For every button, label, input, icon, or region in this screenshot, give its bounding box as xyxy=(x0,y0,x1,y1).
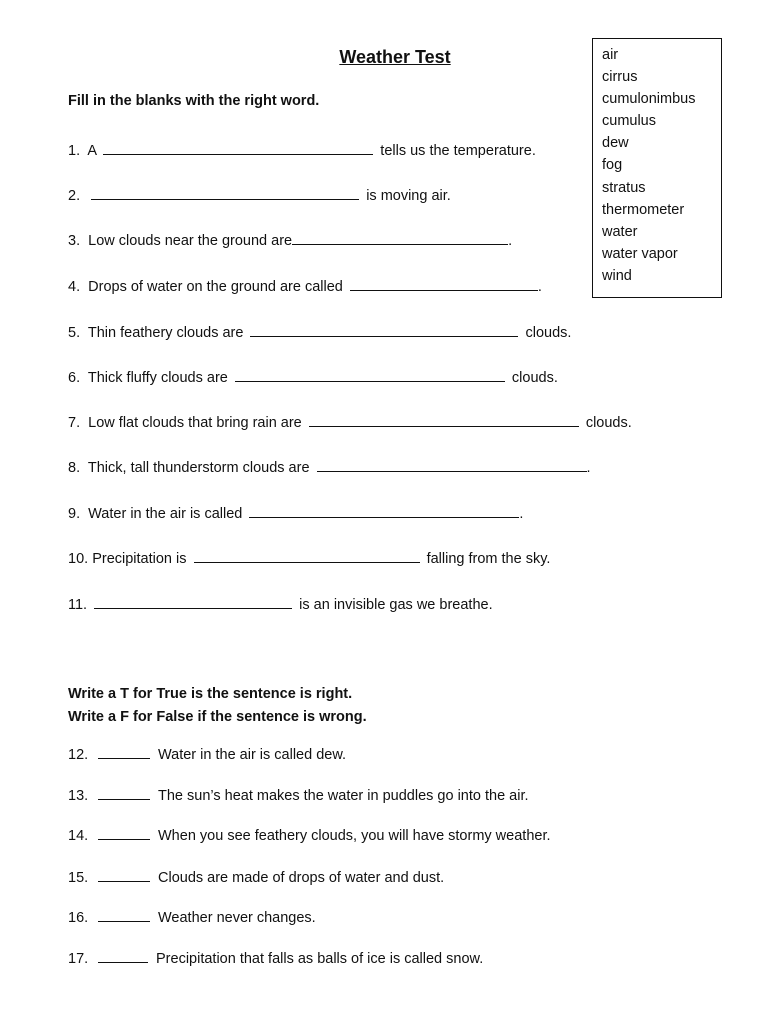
answer-blank[interactable] xyxy=(309,414,579,427)
word-bank-item: cumulonimbus xyxy=(602,91,696,108)
word-bank xyxy=(592,38,722,298)
answer-blank[interactable] xyxy=(103,142,373,155)
question-9: 9. Water in the air is called . xyxy=(68,506,524,522)
answer-blank[interactable] xyxy=(292,232,508,245)
answer-blank[interactable] xyxy=(98,827,150,840)
page-title: Weather Test xyxy=(339,47,451,67)
answer-blank[interactable] xyxy=(235,369,505,382)
question-15: 15. Clouds are made of drops of water and dust. xyxy=(68,870,445,886)
answer-blank[interactable] xyxy=(350,278,538,291)
question-14: 14. When you see feathery clouds, you will have stormy weather. xyxy=(68,828,551,844)
answer-blank[interactable] xyxy=(317,459,587,472)
question-12: 12. Water in the air is called dew. xyxy=(68,747,347,763)
question-4: 4. Drops of water on the ground are called . xyxy=(68,279,542,295)
answer-blank[interactable] xyxy=(250,324,518,337)
question-17: 17. Precipitation that falls as balls of ice is called snow. xyxy=(68,951,484,967)
answer-blank[interactable] xyxy=(249,505,519,518)
question-3: 3. Low clouds near the ground are . xyxy=(68,233,513,249)
question-16: 16. Weather never changes. xyxy=(68,910,316,926)
word-bank-item: cirrus xyxy=(602,69,638,86)
word-bank-item: stratus xyxy=(602,179,646,196)
answer-blank[interactable] xyxy=(91,187,359,200)
question-6: 6. Thick fluffy clouds are clouds. xyxy=(68,370,558,386)
answer-blank[interactable] xyxy=(98,909,150,922)
question-8: 8. Thick, tall thunderstorm clouds are . xyxy=(68,460,591,476)
question-13: 13. The sun’s heat makes the water in puddles go into the air. xyxy=(68,788,529,804)
word-bank-item: water xyxy=(602,223,638,240)
word-bank-item: thermometer xyxy=(602,201,685,218)
word-bank-item: cumulus xyxy=(602,113,656,130)
part2-instruction-2: Write a F for False if the sentence is wrong. xyxy=(68,709,367,725)
word-bank-item: wind xyxy=(602,267,632,284)
question-7: 7. Low flat clouds that bring rain are clouds. xyxy=(68,415,632,431)
answer-blank[interactable] xyxy=(98,787,150,800)
part1-instruction: Fill in the blanks with the right word. xyxy=(68,93,320,109)
question-10: 10. Precipitation is falling from the sky. xyxy=(68,551,551,567)
word-bank-item: dew xyxy=(602,135,629,152)
question-1: 1. A tells us the temperature. xyxy=(68,143,536,159)
word-bank-item: air xyxy=(602,47,619,63)
answer-blank[interactable] xyxy=(98,746,150,759)
question-2: 2. is moving air. xyxy=(68,188,451,204)
answer-blank[interactable] xyxy=(98,869,150,882)
word-bank-item: water vapor xyxy=(602,245,678,262)
part2-instruction-1: Write a T for True is the sentence is right. xyxy=(68,686,353,702)
answer-blank[interactable] xyxy=(94,596,292,609)
answer-blank[interactable] xyxy=(98,950,148,963)
answer-blank[interactable] xyxy=(194,550,420,563)
question-11: 11. is an invisible gas we breathe. xyxy=(68,597,493,613)
question-5: 5. Thin feathery clouds are clouds. xyxy=(68,325,572,341)
word-bank-item: fog xyxy=(602,157,623,174)
